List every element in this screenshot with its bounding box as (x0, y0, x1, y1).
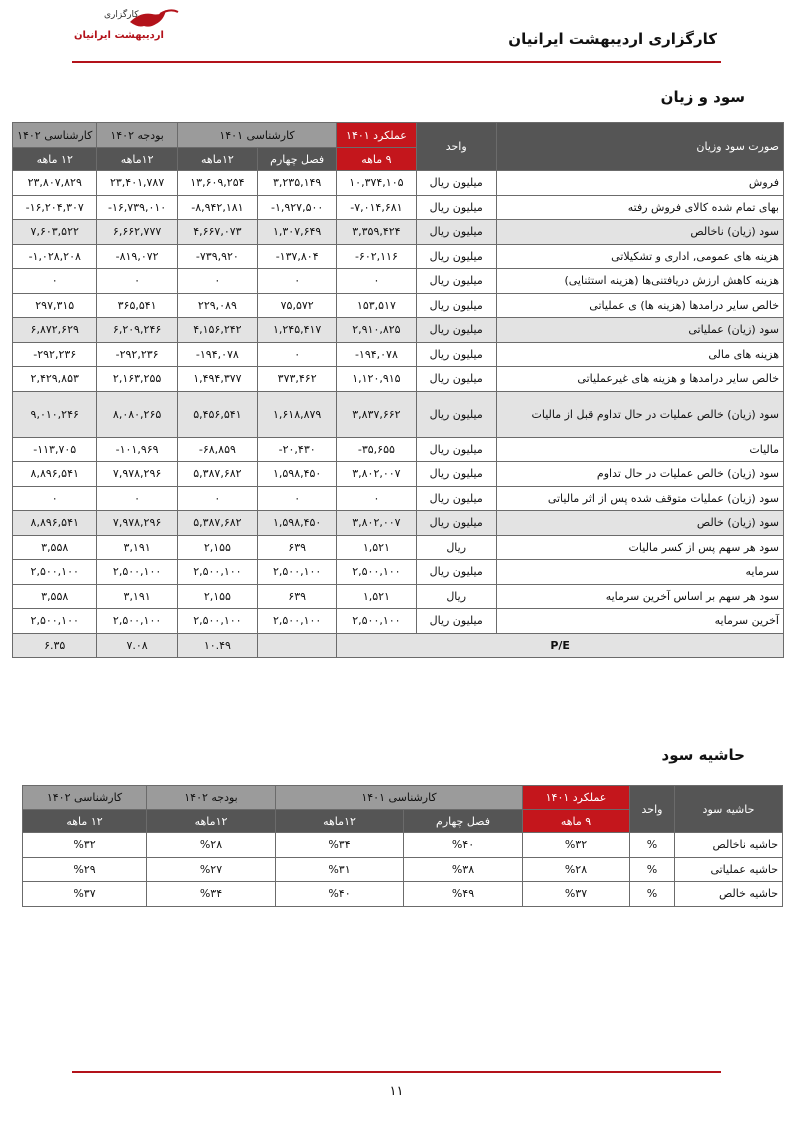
margin-col-header-actual-1401: عملکرد ۱۴۰۱ (523, 786, 630, 810)
row-unit: میلیون ریال (416, 171, 496, 196)
row-unit: میلیون ریال (416, 244, 496, 269)
row-unit: میلیون ریال (416, 367, 496, 392)
value-cell: ۳,۱۹۱ (97, 584, 177, 609)
col-header-budget-1402: بودجه ۱۴۰۲ (97, 123, 177, 148)
row-unit: میلیون ریال (416, 318, 496, 343)
value-cell: -۷,۰۱۴,۶۸۱ (337, 195, 416, 220)
col-header-unit: واحد (416, 123, 496, 171)
value-cell: ۸,۸۹۶,۵۴۱ (13, 462, 97, 487)
company-logo (74, 8, 184, 56)
value-cell: ۲,۹۱۰,۸۲۵ (337, 318, 416, 343)
margin-value-cell: %۲۷ (147, 857, 276, 882)
value-cell: ۱,۵۲۱ (337, 584, 416, 609)
pe-value: ۷.۰۸ (97, 633, 177, 657)
logo-line1: کارگزاری (104, 10, 139, 20)
margin-row-label: حاشیه عملیاتی (675, 857, 783, 882)
subheader-q4: فصل چهارم (258, 148, 337, 171)
row-label: سود هر سهم بر اساس آخرین سرمایه (496, 584, 783, 609)
subheader-12m-1401: ۱۲ماهه (177, 148, 257, 171)
footer-divider (72, 1071, 721, 1073)
value-cell: ۲,۵۰۰,۱۰۰ (97, 609, 177, 634)
value-cell: -۲۹۲,۲۳۶ (97, 342, 177, 367)
value-cell: ۲۲۹,۰۸۹ (177, 293, 257, 318)
table-row (13, 462, 784, 487)
value-cell: -۸۱۹,۰۷۲ (97, 244, 177, 269)
value-cell: ۶,۲۰۹,۲۴۶ (97, 318, 177, 343)
profit-margin-table (22, 785, 783, 907)
page-header (0, 0, 793, 64)
profit-loss-table (12, 122, 784, 658)
value-cell: -۸,۹۴۲,۱۸۱ (177, 195, 257, 220)
value-cell: ۲,۵۰۰,۱۰۰ (97, 560, 177, 585)
row-label: سود (زیان) خالص (496, 511, 783, 536)
table-row (13, 367, 784, 392)
row-label: سود هر سهم پس از کسر مالیات (496, 535, 783, 560)
row-label: هزینه کاهش ارزش دریافتنی‌ها (هزینه استثنایی) (496, 269, 783, 294)
value-cell: -۶۸,۸۵۹ (177, 437, 257, 462)
table-row (13, 220, 784, 245)
value-cell: -۱,۰۲۸,۲۰۸ (13, 244, 97, 269)
row-label: مالیات (496, 437, 783, 462)
value-cell: ۲,۵۰۰,۱۰۰ (177, 609, 257, 634)
margin-col-header-item: حاشیه سود (675, 786, 783, 833)
row-unit: میلیون ریال (416, 609, 496, 634)
table-row (13, 437, 784, 462)
value-cell: ۰ (258, 342, 337, 367)
value-cell: ۲,۵۰۰,۱۰۰ (258, 609, 337, 634)
margin-value-cell: %۴۰ (404, 833, 523, 858)
margin-value-cell: %۳۸ (404, 857, 523, 882)
value-cell: -۱۳۷,۸۰۴ (258, 244, 337, 269)
subheader-expert-12m: ۱۲ ماهه (13, 148, 97, 171)
value-cell: -۱۶,۷۳۹,۰۱۰ (97, 195, 177, 220)
value-cell: ۷,۹۷۸,۲۹۶ (97, 462, 177, 487)
table-row (13, 584, 784, 609)
value-cell: ۱,۱۲۰,۹۱۵ (337, 367, 416, 392)
value-cell: ۴,۱۵۶,۲۴۲ (177, 318, 257, 343)
value-cell: ۱۰,۳۷۴,۱۰۵ (337, 171, 416, 196)
margin-row-label: حاشیه ناخالص (675, 833, 783, 858)
page-title: کارگزاری اردیبهشت ایرانیان (508, 30, 717, 48)
margin-row-unit: % (630, 857, 675, 882)
row-unit: میلیون ریال (416, 462, 496, 487)
row-label: آخرین سرمایه (496, 609, 783, 634)
pe-label: P/E (337, 633, 784, 657)
value-cell: ۹,۰۱۰,۲۴۶ (13, 391, 97, 437)
col-header-actual-1401: عملکرد ۱۴۰۱ (337, 123, 416, 148)
value-cell: ۱,۵۹۸,۴۵۰ (258, 462, 337, 487)
row-unit: میلیون ریال (416, 560, 496, 585)
value-cell: ۲,۵۰۰,۱۰۰ (258, 560, 337, 585)
value-cell: ۷۵,۵۷۲ (258, 293, 337, 318)
margin-subheader-12m-1401: ۱۲ماهه (276, 810, 404, 833)
row-label: هزینه های عمومی, اداری و تشکیلاتی (496, 244, 783, 269)
value-cell: ۴,۶۶۷,۰۷۳ (177, 220, 257, 245)
value-cell: ۷,۶۰۳,۵۲۲ (13, 220, 97, 245)
value-cell: ۵,۳۸۷,۶۸۲ (177, 511, 257, 536)
row-label: خالص سایر درامدها و هزینه های غیرعملیاتی (496, 367, 783, 392)
value-cell: -۱,۹۲۷,۵۰۰ (258, 195, 337, 220)
row-label: سرمایه (496, 560, 783, 585)
value-cell: ۱,۲۴۵,۴۱۷ (258, 318, 337, 343)
table-row (13, 391, 784, 437)
value-cell: ۲,۱۵۵ (177, 535, 257, 560)
table-row (13, 171, 784, 196)
margin-col-header-budget-1402: بودجه ۱۴۰۲ (147, 786, 276, 810)
value-cell: ۶,۸۷۲,۶۲۹ (13, 318, 97, 343)
margin-subheader-actual-9m: ۹ ماهه (523, 810, 630, 833)
table-row (23, 833, 783, 858)
value-cell: -۱۰۱,۹۶۹ (97, 437, 177, 462)
table-row (13, 195, 784, 220)
row-label: سود (زیان) خالص عملیات در حال تداوم قبل از مالیات (496, 391, 783, 437)
value-cell: ۶۳۹ (258, 584, 337, 609)
table-row (13, 342, 784, 367)
value-cell: ۲۳,۴۰۱,۷۸۷ (97, 171, 177, 196)
margin-value-cell: %۳۲ (523, 833, 630, 858)
value-cell: ۳,۲۳۵,۱۴۹ (258, 171, 337, 196)
table-row (23, 882, 783, 907)
margin-col-header-unit: واحد (630, 786, 675, 833)
table-row (13, 269, 784, 294)
value-cell: -۱۶,۲۰۴,۳۰۷ (13, 195, 97, 220)
value-cell: ۰ (258, 269, 337, 294)
row-label: بهای تمام شده کالای فروش رفته (496, 195, 783, 220)
row-unit: میلیون ریال (416, 293, 496, 318)
value-cell: ۲,۵۰۰,۱۰۰ (337, 560, 416, 585)
value-cell: ۸,۸۹۶,۵۴۱ (13, 511, 97, 536)
value-cell: ۲,۵۰۰,۱۰۰ (337, 609, 416, 634)
row-label: فروش (496, 171, 783, 196)
row-label: خالص سایر درامدها (هزینه ها) ی عملیاتی (496, 293, 783, 318)
table-row (13, 535, 784, 560)
pe-value: ۶.۳۵ (13, 633, 97, 657)
value-cell: -۱۱۳,۷۰۵ (13, 437, 97, 462)
value-cell: ۰ (177, 486, 257, 511)
page-number: ۱۱ (389, 1084, 404, 1099)
value-cell: ۲,۱۵۵ (177, 584, 257, 609)
margin-value-cell: %۳۷ (23, 882, 147, 907)
value-cell: ۱,۳۰۷,۶۴۹ (258, 220, 337, 245)
row-unit: ریال (416, 584, 496, 609)
margin-section-title: حاشیه سود (661, 746, 745, 764)
value-cell: ۳,۸۰۲,۰۰۷ (337, 511, 416, 536)
value-cell: ۱۳,۶۰۹,۲۵۴ (177, 171, 257, 196)
row-unit: میلیون ریال (416, 195, 496, 220)
value-cell: ۳,۱۹۱ (97, 535, 177, 560)
value-cell: ۵,۴۵۶,۵۴۱ (177, 391, 257, 437)
margin-value-cell: %۳۴ (276, 833, 404, 858)
value-cell: ۳۷۳,۴۶۲ (258, 367, 337, 392)
value-cell: ۲,۵۰۰,۱۰۰ (177, 560, 257, 585)
row-unit: میلیون ریال (416, 391, 496, 437)
table-row (13, 486, 784, 511)
value-cell: ۳,۸۳۷,۶۶۲ (337, 391, 416, 437)
table-row (13, 560, 784, 585)
value-cell: ۷,۹۷۸,۲۹۶ (97, 511, 177, 536)
table-row (13, 609, 784, 634)
margin-value-cell: %۲۸ (523, 857, 630, 882)
value-cell: ۲۹۷,۳۱۵ (13, 293, 97, 318)
margin-row-label: حاشیه خالص (675, 882, 783, 907)
value-cell: ۲۳,۸۰۷,۸۲۹ (13, 171, 97, 196)
value-cell: ۸,۰۸۰,۲۶۵ (97, 391, 177, 437)
margin-value-cell: %۲۹ (23, 857, 147, 882)
row-unit: ریال (416, 535, 496, 560)
margin-subheader-expert-12m: ۱۲ ماهه (23, 810, 147, 833)
value-cell: ۳,۵۵۸ (13, 584, 97, 609)
row-unit: میلیون ریال (416, 511, 496, 536)
value-cell: -۶۰۲,۱۱۶ (337, 244, 416, 269)
row-unit: میلیون ریال (416, 342, 496, 367)
value-cell: ۰ (337, 269, 416, 294)
row-unit: میلیون ریال (416, 220, 496, 245)
margin-subheader-budget-12m: ۱۲ماهه (147, 810, 276, 833)
value-cell: ۲,۴۲۹,۸۵۳ (13, 367, 97, 392)
table-row (13, 511, 784, 536)
value-cell: ۶,۶۶۲,۷۷۷ (97, 220, 177, 245)
value-cell: ۱۵۳,۵۱۷ (337, 293, 416, 318)
table-row (13, 293, 784, 318)
value-cell: -۲۰,۴۳۰ (258, 437, 337, 462)
header-divider (72, 61, 721, 63)
margin-subheader-q4: فصل چهارم (404, 810, 523, 833)
value-cell: ۰ (337, 486, 416, 511)
table-row (23, 857, 783, 882)
value-cell: ۱,۵۲۱ (337, 535, 416, 560)
row-label: سود (زیان) عملیات متوقف شده پس از اثر مالیاتی (496, 486, 783, 511)
row-label: هزینه های مالی (496, 342, 783, 367)
value-cell: ۰ (177, 269, 257, 294)
value-cell: ۰ (97, 269, 177, 294)
subheader-budget-12m: ۱۲ماهه (97, 148, 177, 171)
margin-row-unit: % (630, 882, 675, 907)
value-cell: ۳,۵۵۸ (13, 535, 97, 560)
logo-line2: اردیبهشت ایرانیان (74, 30, 164, 41)
pe-row (13, 633, 784, 657)
margin-value-cell: %۳۴ (147, 882, 276, 907)
col-header-expert-1402: کارشناسی ۱۴۰۲ (13, 123, 97, 148)
margin-value-cell: %۴۰ (276, 882, 404, 907)
value-cell: ۰ (13, 486, 97, 511)
margin-value-cell: %۳۲ (23, 833, 147, 858)
value-cell: -۳۵,۶۵۵ (337, 437, 416, 462)
value-cell: ۲,۱۶۳,۲۵۵ (97, 367, 177, 392)
value-cell: ۱,۶۱۸,۸۷۹ (258, 391, 337, 437)
margin-value-cell: %۴۹ (404, 882, 523, 907)
value-cell: ۳,۸۰۲,۰۰۷ (337, 462, 416, 487)
margin-row-unit: % (630, 833, 675, 858)
value-cell: ۳,۳۵۹,۴۲۴ (337, 220, 416, 245)
value-cell: ۵,۳۸۷,۶۸۲ (177, 462, 257, 487)
value-cell: -۷۳۹,۹۲۰ (177, 244, 257, 269)
value-cell: ۰ (13, 269, 97, 294)
row-unit: میلیون ریال (416, 269, 496, 294)
margin-col-header-expert-1402: کارشناسی ۱۴۰۲ (23, 786, 147, 810)
pl-section-title: سود و زیان (660, 88, 745, 106)
subheader-actual-9m: ۹ ماهه (337, 148, 416, 171)
col-header-expert-1401: کارشناسی ۱۴۰۱ (177, 123, 337, 148)
value-cell: ۰ (97, 486, 177, 511)
row-label: سود (زیان) ناخالص (496, 220, 783, 245)
row-unit: میلیون ریال (416, 486, 496, 511)
table-row (13, 318, 784, 343)
value-cell: ۲,۵۰۰,۱۰۰ (13, 560, 97, 585)
value-cell: -۱۹۴,۰۷۸ (337, 342, 416, 367)
value-cell: -۱۹۴,۰۷۸ (177, 342, 257, 367)
value-cell: ۱,۵۹۸,۴۵۰ (258, 511, 337, 536)
pe-value (258, 633, 337, 657)
margin-value-cell: %۳۱ (276, 857, 404, 882)
row-label: سود (زیان) عملیاتی (496, 318, 783, 343)
col-header-item: صورت سود وزیان (496, 123, 783, 171)
row-label: سود (زیان) خالص عملیات در حال تداوم (496, 462, 783, 487)
value-cell: ۶۳۹ (258, 535, 337, 560)
value-cell: ۲,۵۰۰,۱۰۰ (13, 609, 97, 634)
value-cell: ۰ (258, 486, 337, 511)
table-row (13, 244, 784, 269)
pe-value: ۱۰.۴۹ (177, 633, 257, 657)
value-cell: -۲۹۲,۲۳۶ (13, 342, 97, 367)
value-cell: ۳۶۵,۵۴۱ (97, 293, 177, 318)
value-cell: ۱,۴۹۴,۳۷۷ (177, 367, 257, 392)
margin-value-cell: %۲۸ (147, 833, 276, 858)
margin-value-cell: %۳۷ (523, 882, 630, 907)
row-unit: میلیون ریال (416, 437, 496, 462)
margin-col-header-expert-1401: کارشناسی ۱۴۰۱ (276, 786, 523, 810)
